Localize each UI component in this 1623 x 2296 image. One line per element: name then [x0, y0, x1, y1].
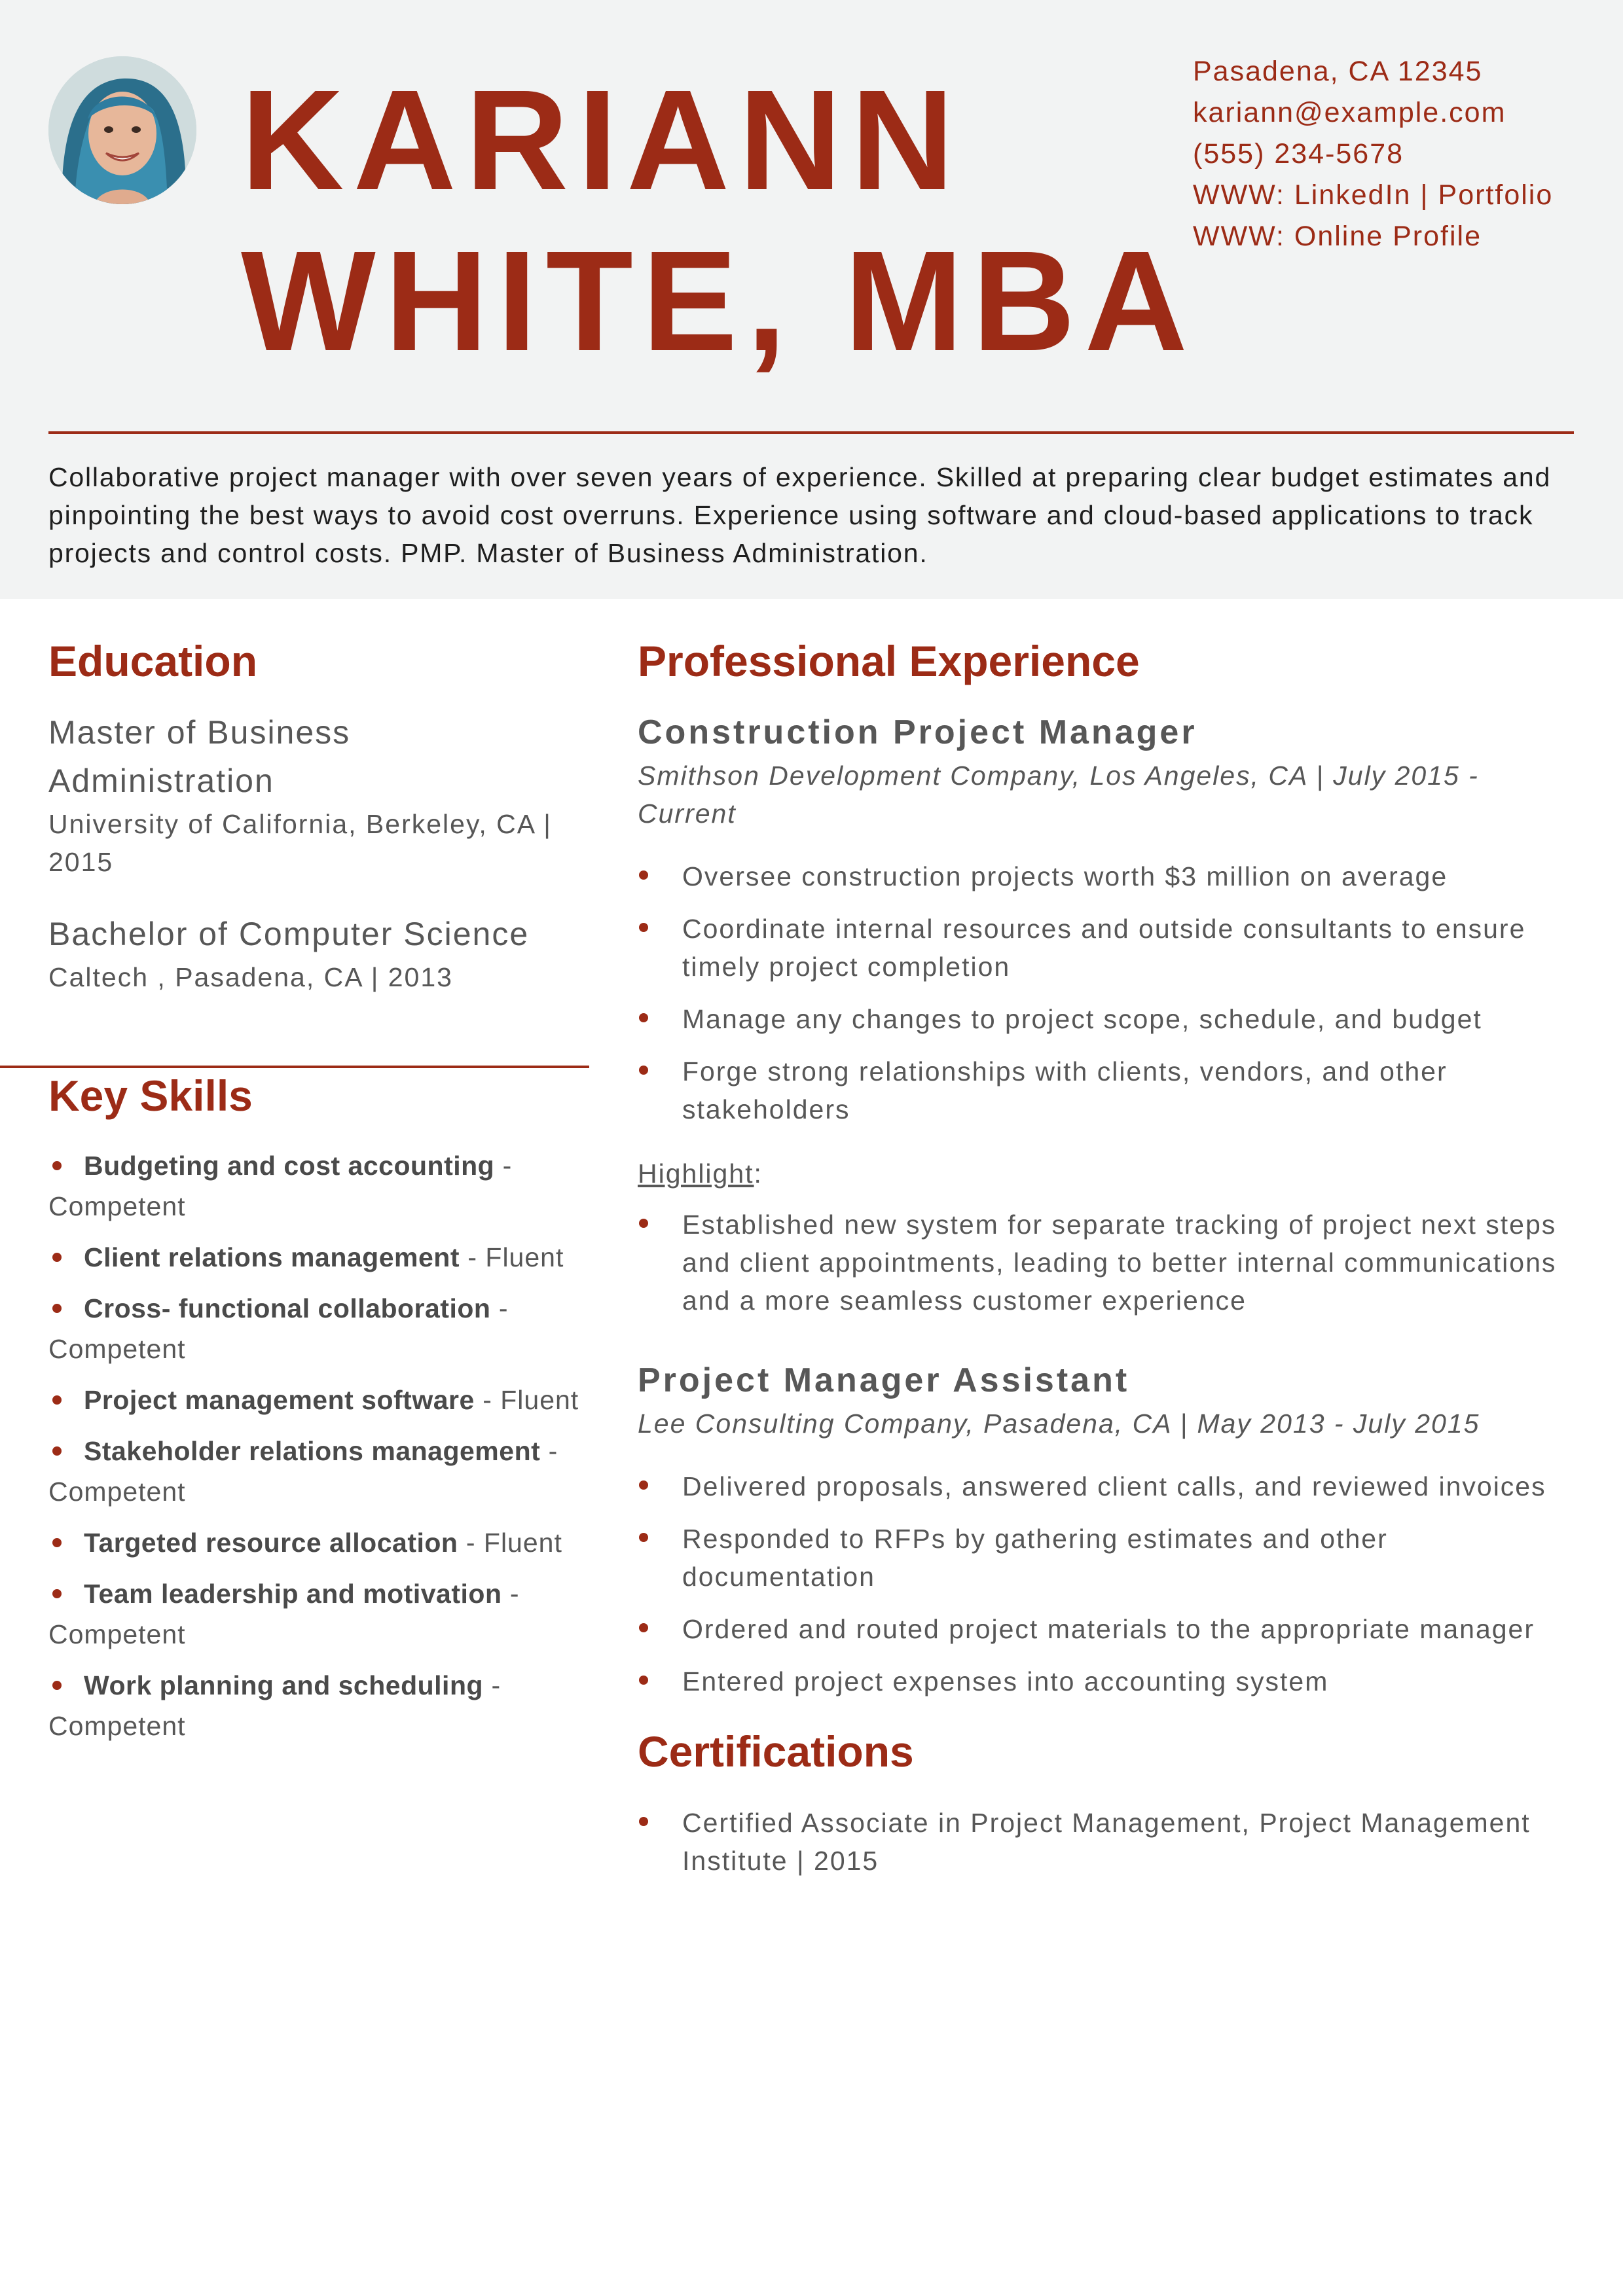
skill-level: - Competent: [48, 1293, 509, 1364]
bullet-icon: [639, 1817, 648, 1826]
degree-title: Bachelor of Computer Science: [48, 916, 530, 952]
bullet-icon: [52, 1304, 62, 1313]
contact-address: Pasadena, CA 12345: [1193, 56, 1483, 87]
skill-name: Budgeting and cost accounting: [84, 1151, 495, 1181]
bullet-icon: [639, 1219, 648, 1228]
bullet-icon: [52, 1446, 62, 1456]
skill-name: Team leadership and motivation: [84, 1579, 502, 1609]
job-title: Construction Project Manager: [638, 713, 1197, 751]
skill-item: [48, 1665, 592, 1746]
degree-title: Master of Business Administration: [48, 714, 351, 799]
bullet-text: Entered project expenses into accounting system: [682, 1666, 1329, 1696]
bullet-text: Delivered proposals, answered client calls, and reviewed invoices: [682, 1471, 1546, 1501]
avatar: [48, 56, 196, 204]
skill-item: [48, 1431, 592, 1512]
skill-item: [48, 1145, 592, 1227]
contact-profile[interactable]: WWW: Online Profile: [1193, 221, 1482, 252]
bullet-text: Ordered and routed project materials to the appropriate manager: [682, 1614, 1535, 1644]
bullet-icon: [52, 1681, 62, 1690]
contact-block: [1193, 51, 1553, 257]
bullet-icon: [639, 870, 648, 880]
professional-summary: Collaborative project manager with over seven years of experience. Skilled at preparing clear budget estimates and pinpointing the best ways to avoid cost overruns. Experience using software and cloud-based applications to track projects and control costs. PMP. Master of Business Administration.: [48, 462, 1552, 568]
skill-level: - Competent: [48, 1670, 501, 1741]
certification-item: [638, 1804, 1580, 1880]
bullet-icon: [639, 1623, 648, 1632]
bullet-text: Oversee construction projects worth $3 million on average: [682, 861, 1448, 891]
skills-heading: Key Skills: [48, 1071, 253, 1120]
bullet-text: Certified Associate in Project Management, Project Management Institute | 2015: [682, 1808, 1531, 1876]
job-bullet: [638, 1000, 1580, 1038]
bullet-icon: [52, 1395, 62, 1405]
job-title: Project Manager Assistant: [638, 1361, 1130, 1399]
skill-level: - Fluent: [459, 1242, 564, 1272]
education-divider: [0, 1066, 589, 1068]
job-entry: [638, 1356, 1580, 1700]
header-divider: [48, 431, 1574, 434]
left-column: [48, 635, 585, 1757]
job-bullet: [638, 910, 1580, 986]
highlight-label-text: Highlight: [638, 1158, 754, 1189]
education-heading: Education: [48, 637, 258, 685]
job-bullets: [638, 1467, 1580, 1700]
job-entry: [638, 708, 1580, 1319]
skill-level: - Competent: [48, 1436, 558, 1507]
job-meta: Smithson Development Company, Los Angeles, CA | July 2015 - Current: [638, 761, 1479, 829]
avatar-photo: [48, 56, 196, 204]
education-item: [48, 910, 585, 996]
skill-item: [48, 1522, 592, 1563]
school-info: Caltech , Pasadena, CA | 2013: [48, 962, 453, 992]
skill-name: Project management software: [84, 1385, 475, 1415]
skill-name: Targeted resource allocation: [84, 1528, 458, 1558]
bullet-text: Responded to RFPs by gathering estimates and other documentation: [682, 1524, 1388, 1592]
highlight-bullet: [638, 1206, 1580, 1319]
skill-level: - Fluent: [474, 1385, 579, 1415]
skill-level: - Competent: [48, 1151, 513, 1221]
job-meta: Lee Consulting Company, Pasadena, CA | May 2013 - July 2015: [638, 1408, 1480, 1439]
skill-name: Cross- functional collaboration: [84, 1293, 491, 1323]
bullet-icon: [639, 923, 648, 932]
skill-name: Work planning and scheduling: [84, 1670, 484, 1700]
bullet-icon: [639, 1533, 648, 1542]
bullet-text: Established new system for separate tracking of project next steps and client appointments, leading to better internal communications and a more seamless customer experience: [682, 1210, 1557, 1316]
bullet-icon: [639, 1676, 648, 1685]
bullet-icon: [639, 1066, 648, 1075]
bullet-icon: [52, 1589, 62, 1598]
contact-links[interactable]: WWW: LinkedIn | Portfolio: [1193, 179, 1554, 211]
bullet-icon: [52, 1538, 62, 1547]
skill-item: [48, 1380, 592, 1420]
bullet-icon: [639, 1013, 648, 1022]
highlight-label: [638, 1155, 1580, 1193]
job-bullet: [638, 857, 1580, 895]
certifications-heading: Certifications: [638, 1727, 914, 1776]
bullet-icon: [52, 1253, 62, 1262]
job-bullet: [638, 1467, 1580, 1505]
skill-item: [48, 1573, 592, 1655]
skill-name: Client relations management: [84, 1242, 460, 1272]
job-bullets: [638, 857, 1580, 1128]
candidate-name: [241, 60, 1197, 382]
contact-phone: (555) 234-5678: [1193, 138, 1404, 170]
job-bullet: [638, 1520, 1580, 1596]
skill-level: - Fluent: [458, 1528, 562, 1558]
bullet-text: Forge strong relationships with clients, vendors, and other stakeholders: [682, 1056, 1448, 1124]
name-line-2: WHITE, MBA: [241, 222, 1197, 381]
skill-name: Stakeholder relations management: [84, 1436, 541, 1466]
right-column: [638, 635, 1580, 1894]
highlight-colon: :: [754, 1158, 763, 1189]
skill-item: [48, 1288, 592, 1369]
name-line-1: KARIANN: [241, 61, 964, 220]
bullet-text: Coordinate internal resources and outside consultants to ensure timely project completion: [682, 914, 1526, 982]
highlight-bullets: [638, 1206, 1580, 1319]
job-bullet: [638, 1662, 1580, 1700]
job-bullet: [638, 1052, 1580, 1128]
skill-level: - Competent: [48, 1579, 520, 1649]
education-item: [48, 708, 585, 881]
skills-list: [48, 1145, 592, 1746]
certifications-list: [638, 1804, 1580, 1880]
experience-heading: Professional Experience: [638, 637, 1140, 685]
job-bullet: [638, 1610, 1580, 1648]
bullet-text: Manage any changes to project scope, schedule, and budget: [682, 1004, 1482, 1034]
bullet-icon: [52, 1161, 62, 1170]
bullet-icon: [639, 1480, 648, 1490]
contact-email[interactable]: kariann@example.com: [1193, 97, 1506, 128]
skill-item: [48, 1237, 592, 1278]
school-info: University of California, Berkeley, CA | 2015: [48, 809, 552, 877]
